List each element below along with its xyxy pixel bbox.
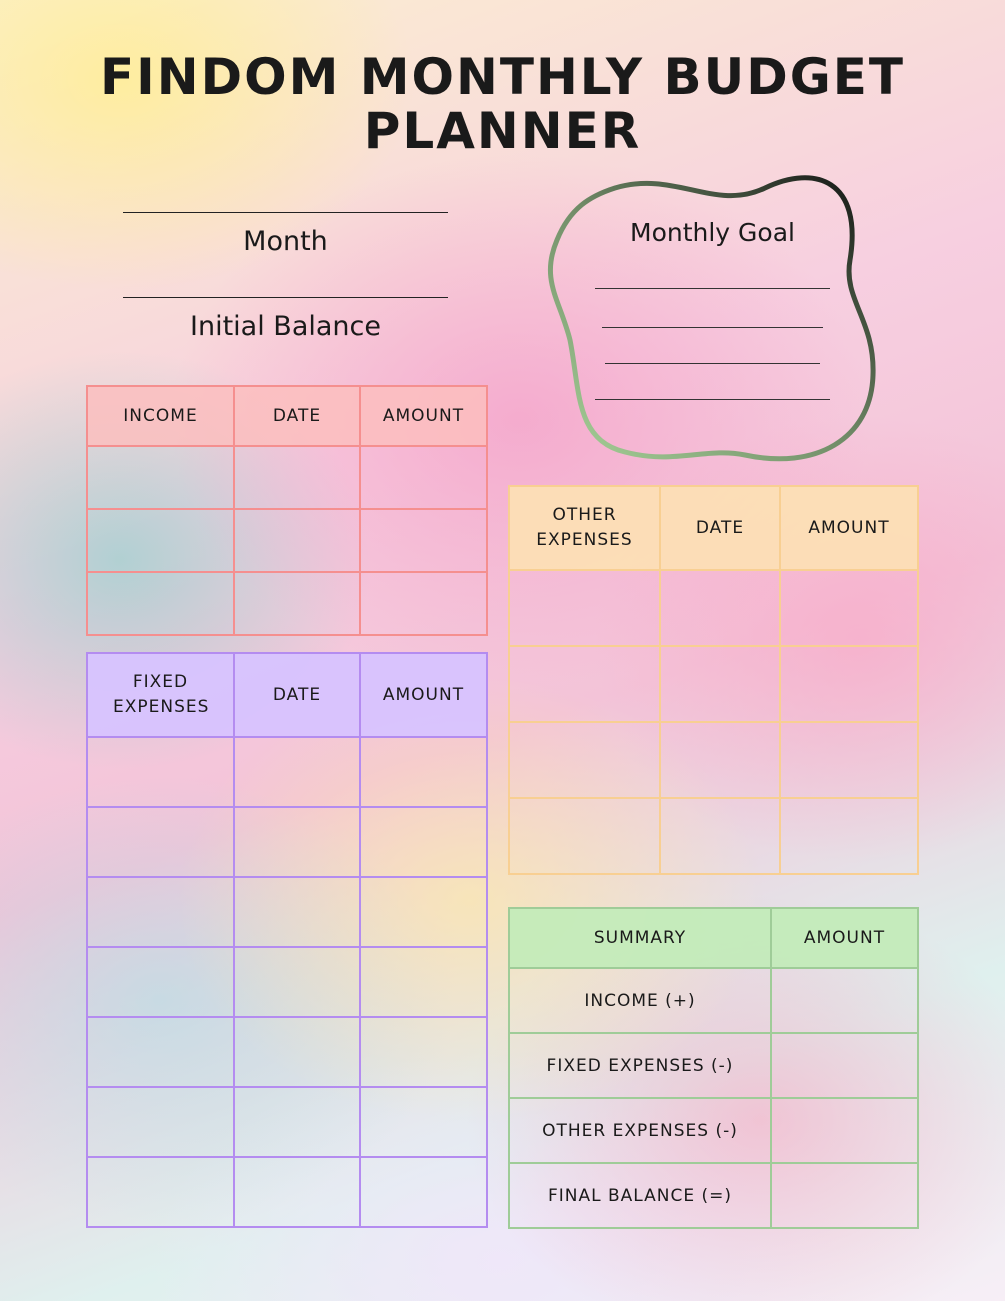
summary-amount-header: AMOUNT <box>771 908 918 968</box>
table-row <box>509 968 918 1033</box>
amount-cell[interactable] <box>360 1157 487 1227</box>
table-row <box>509 1098 918 1163</box>
other-date-header: DATE <box>660 486 780 570</box>
fixed-expenses-header: FIXED EXPENSES <box>87 653 234 737</box>
table-row <box>509 570 918 646</box>
date-cell[interactable] <box>234 947 360 1017</box>
date-cell[interactable] <box>234 572 360 635</box>
summary-header: SUMMARY <box>509 908 771 968</box>
expense-cell[interactable] <box>509 722 660 798</box>
table-row <box>509 646 918 722</box>
amount-cell[interactable] <box>780 570 918 646</box>
date-cell[interactable] <box>660 798 780 874</box>
initial-balance-label: Initial Balance <box>190 311 381 342</box>
month-field-line[interactable] <box>123 212 448 213</box>
amount-cell[interactable] <box>771 968 918 1033</box>
table-row <box>87 947 487 1017</box>
goal-line-1[interactable] <box>595 288 830 289</box>
date-cell[interactable] <box>234 446 360 509</box>
table-row <box>87 1017 487 1087</box>
month-label: Month <box>243 226 328 257</box>
date-cell[interactable] <box>234 737 360 807</box>
table-row <box>87 807 487 877</box>
amount-cell[interactable] <box>360 737 487 807</box>
table-row <box>87 572 487 635</box>
summary-income-label: INCOME (+) <box>509 968 771 1033</box>
fixed-amount-header: AMOUNT <box>360 653 487 737</box>
date-cell[interactable] <box>660 646 780 722</box>
page-title <box>0 50 1005 158</box>
date-cell[interactable] <box>234 1017 360 1087</box>
expense-cell[interactable] <box>87 737 234 807</box>
expense-cell[interactable] <box>87 807 234 877</box>
table-row <box>87 737 487 807</box>
table-row <box>87 446 487 509</box>
monthly-goal-title: Monthly Goal <box>630 218 795 247</box>
table-row <box>509 1163 918 1228</box>
table-row <box>87 877 487 947</box>
expense-cell[interactable] <box>509 570 660 646</box>
expense-cell[interactable] <box>87 877 234 947</box>
amount-cell[interactable] <box>360 807 487 877</box>
fixed-date-header: DATE <box>234 653 360 737</box>
amount-cell[interactable] <box>360 947 487 1017</box>
expense-cell[interactable] <box>87 1087 234 1157</box>
date-cell[interactable] <box>234 509 360 572</box>
date-cell[interactable] <box>234 1157 360 1227</box>
amount-cell[interactable] <box>780 722 918 798</box>
amount-cell[interactable] <box>360 1087 487 1157</box>
fixed-expenses-table <box>86 652 488 1228</box>
expense-cell[interactable] <box>87 947 234 1017</box>
income-cell[interactable] <box>87 572 234 635</box>
expense-cell[interactable] <box>87 1157 234 1227</box>
income-table <box>86 385 488 636</box>
date-cell[interactable] <box>234 807 360 877</box>
amount-cell[interactable] <box>360 446 487 509</box>
amount-cell[interactable] <box>780 798 918 874</box>
income-cell[interactable] <box>87 509 234 572</box>
table-row <box>87 1157 487 1227</box>
table-row <box>509 722 918 798</box>
summary-final-balance-label: FINAL BALANCE (=) <box>509 1163 771 1228</box>
income-amount-header: AMOUNT <box>360 386 487 446</box>
amount-cell[interactable] <box>360 509 487 572</box>
expense-cell[interactable] <box>509 798 660 874</box>
other-amount-header: AMOUNT <box>780 486 918 570</box>
goal-line-3[interactable] <box>605 363 820 364</box>
amount-cell[interactable] <box>360 877 487 947</box>
table-row <box>87 1087 487 1157</box>
table-row <box>509 1033 918 1098</box>
date-cell[interactable] <box>234 877 360 947</box>
goal-line-4[interactable] <box>595 399 830 400</box>
other-expenses-header: OTHER EXPENSES <box>509 486 660 570</box>
date-cell[interactable] <box>234 1087 360 1157</box>
income-date-header: DATE <box>234 386 360 446</box>
amount-cell[interactable] <box>360 572 487 635</box>
monthly-goal-box <box>545 170 880 470</box>
amount-cell[interactable] <box>771 1163 918 1228</box>
amount-cell[interactable] <box>771 1098 918 1163</box>
date-cell[interactable] <box>660 570 780 646</box>
title-line-1: FINDOM MONTHLY BUDGET <box>99 48 906 106</box>
amount-cell[interactable] <box>771 1033 918 1098</box>
title-line-2: PLANNER <box>363 102 642 160</box>
expense-cell[interactable] <box>509 646 660 722</box>
summary-other-expenses-label: OTHER EXPENSES (-) <box>509 1098 771 1163</box>
summary-fixed-expenses-label: FIXED EXPENSES (-) <box>509 1033 771 1098</box>
date-cell[interactable] <box>660 722 780 798</box>
amount-cell[interactable] <box>360 1017 487 1087</box>
summary-table <box>508 907 919 1229</box>
table-row <box>87 509 487 572</box>
goal-line-2[interactable] <box>602 327 823 328</box>
income-cell[interactable] <box>87 446 234 509</box>
goal-blob-shape <box>545 170 880 470</box>
initial-balance-field-line[interactable] <box>123 297 448 298</box>
expense-cell[interactable] <box>87 1017 234 1087</box>
table-row <box>509 798 918 874</box>
income-header: INCOME <box>87 386 234 446</box>
other-expenses-table <box>508 485 919 875</box>
amount-cell[interactable] <box>780 646 918 722</box>
